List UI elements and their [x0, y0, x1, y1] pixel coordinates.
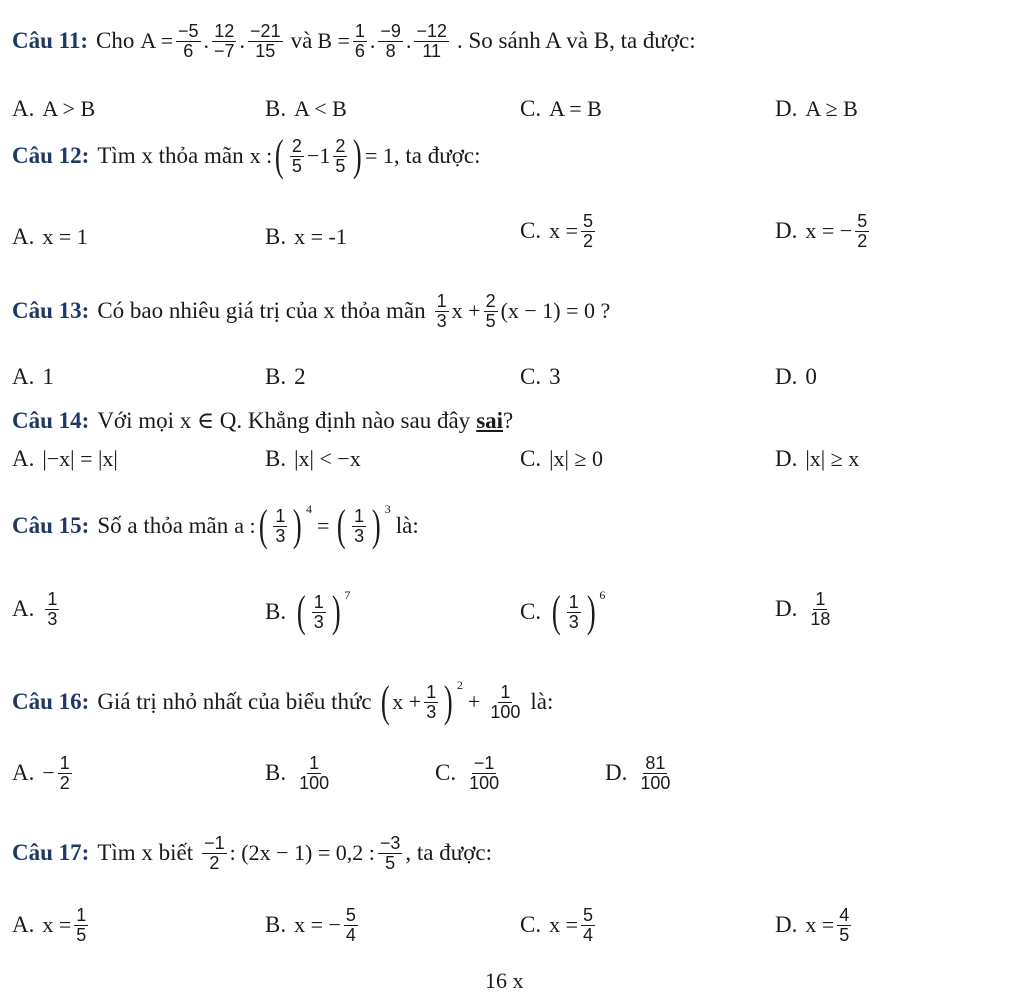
fraction: $\frac{-12}{11}$ — [416, 21, 447, 61]
fraction: $\frac{-3}{5}$ — [379, 833, 401, 873]
question-label: Câu 13: — [12, 298, 90, 324]
question-label: Câu 17: — [12, 840, 90, 866]
fraction: $\frac{5}{4}$ — [583, 905, 594, 945]
option-b[interactable]: B. x = -1 — [265, 224, 347, 249]
question-text: Cho — [96, 28, 135, 54]
expression: a : ( $\frac{1}{3}$ ) 4 = ( $\frac{1}{3}$ ) 3 — [234, 501, 391, 550]
fraction: $\frac{2}{5}$ — [291, 135, 302, 176]
option-b[interactable]: B. |x| < −x — [265, 446, 361, 471]
fraction: $\frac{12}{-7}$ — [214, 21, 235, 61]
option-c[interactable]: C. |x| ≥ 0 — [520, 446, 603, 471]
question-label: Câu 12: — [12, 143, 90, 168]
fraction: $\frac{1}{3}$ — [426, 681, 437, 722]
fraction: $\frac{1}{5}$ — [76, 905, 87, 945]
cut-off-next-line: 16 x — [485, 968, 524, 993]
option-c[interactable]: C. ( $\frac{1}{3}$ ) 6 — [520, 587, 606, 636]
fraction: $\frac{81}{100}$ — [640, 753, 671, 793]
question-label: Câu 14: — [12, 408, 90, 433]
option-d[interactable]: D. x = − $\frac{5}{2}$ — [775, 211, 868, 251]
question-label: Câu 16: — [12, 689, 90, 714]
expression-B: B = $\frac{1}{6}$ . $\frac{-9}{8}$ . $\frac{-12}{11}$ — [317, 21, 447, 61]
option-b[interactable]: B. x = − $\frac{5}{4}$ — [265, 905, 356, 945]
expression: $\frac{-1}{2}$ : (2x − 1) = 0,2 : $\frac{-3}{5}$ — [204, 833, 401, 873]
fraction: $\frac{-1}{2}$ — [204, 833, 225, 873]
question-16: Câu 16: Giá trị nhỏ nhất của biểu thức ( x + $\frac{1}{3}$ ) 2 + $\frac{1}{100}$ là: — [12, 677, 554, 726]
question-11: Câu 11: Cho A = $\frac{-5}{6}$ . $\frac{12}{-7}$ . $\frac{-21}{15}$ và B = $\frac{1}{6}$ . $\frac{-9}{8}$ . $\frac{-12}{11}$ . So sánh A và B, ta được: — [12, 21, 696, 61]
emphasis: sai — [476, 408, 504, 433]
option-b[interactable]: B. 2 — [265, 364, 306, 389]
question-14: Câu 14: Với mọi x ∈ Q. Khẳng định nào sau đây sai ? — [12, 408, 514, 433]
option-a[interactable]: A. x = $\frac{1}{5}$ — [12, 905, 87, 945]
option-a[interactable]: A. 1 — [12, 364, 54, 389]
fraction: $\frac{-1}{100}$ — [469, 753, 500, 793]
question-15: Câu 15: Số a thỏa mãn a : ( $\frac{1}{3}$ ) 4 = ( $\frac{1}{3}$ ) 3 là: — [12, 501, 419, 550]
fraction: $\frac{1}{3}$ — [354, 505, 365, 546]
expression-A: A = $\frac{-5}{6}$ . $\frac{12}{-7}$ . $\frac{-21}{15}$ — [140, 21, 281, 61]
question-13: Câu 13: Có bao nhiêu giá trị của x thỏa mãn $\frac{1}{3}$ x + $\frac{2}{5}$ (x − 1) = 0 ? — [12, 291, 611, 331]
option-d[interactable]: D. $\frac{1}{18}$ — [775, 589, 831, 629]
option-d[interactable]: D. A ≥ B — [775, 96, 858, 121]
expression: $\frac{1}{3}$ x + $\frac{2}{5}$ (x − 1) = 0 ? — [436, 291, 611, 331]
option-c[interactable]: C. x = $\frac{5}{2}$ — [520, 211, 594, 251]
option-c[interactable]: C. 3 — [520, 364, 561, 389]
question-label: Câu 15: — [12, 513, 90, 538]
fraction: $\frac{-21}{15}$ — [250, 21, 281, 61]
question-12: Câu 12: Tìm x thỏa mãn x : ( $\frac{2}{5}$ − 1 $\frac{2}{5}$ ) = 1 , ta được: — [12, 131, 481, 180]
fraction: $\frac{1}{6}$ — [354, 21, 365, 61]
option-c[interactable]: C. $\frac{-1}{100}$ — [435, 753, 500, 793]
fraction: $\frac{1}{18}$ — [810, 589, 831, 629]
option-a[interactable]: A. x = 1 — [12, 224, 88, 249]
question-17: Câu 17: Tìm x biết $\frac{-1}{2}$ : (2x − 1) = 0,2 : $\frac{-3}{5}$ , ta được: — [12, 833, 492, 873]
fraction: $\frac{2}{5}$ — [485, 291, 496, 331]
option-d[interactable]: D. x = $\frac{4}{5}$ — [775, 905, 850, 945]
question-label: Câu 11: — [12, 28, 89, 54]
fraction: $\frac{1}{100}$ — [490, 681, 521, 722]
option-c[interactable]: C. A = B — [520, 96, 602, 121]
fraction: $\frac{2}{5}$ — [335, 135, 346, 176]
fraction: $\frac{5}{2}$ — [857, 211, 868, 251]
fraction: $\frac{5}{4}$ — [345, 905, 356, 945]
option-a[interactable]: A. |−x| = |x| — [12, 446, 118, 471]
fraction: $\frac{1}{100}$ — [299, 753, 330, 793]
fraction: $\frac{1}{3}$ — [47, 589, 58, 629]
option-d[interactable]: D. $\frac{81}{100}$ — [605, 753, 671, 793]
option-a[interactable]: A. $\frac{1}{3}$ — [12, 589, 58, 629]
fraction: $\frac{1}{3}$ — [313, 591, 324, 632]
fraction: $\frac{1}{3}$ — [568, 591, 579, 632]
fraction: $\frac{4}{5}$ — [839, 905, 850, 945]
option-c[interactable]: C. x = $\frac{5}{4}$ — [520, 905, 594, 945]
fraction: $\frac{1}{3}$ — [436, 291, 447, 331]
option-b[interactable]: B. $\frac{1}{100}$ — [265, 753, 330, 793]
fraction: $\frac{5}{2}$ — [583, 211, 594, 251]
fraction: $\frac{1}{3}$ — [275, 505, 286, 546]
expression: ( x + $\frac{1}{3}$ ) 2 + $\frac{1}{100}$ — [380, 677, 521, 726]
fraction: $\frac{-5}{6}$ — [177, 21, 199, 61]
expression: x : ( $\frac{2}{5}$ − 1 $\frac{2}{5}$ ) = 1 — [249, 131, 394, 180]
fraction: $\frac{-9}{8}$ — [380, 21, 401, 61]
option-a[interactable]: A. A > B — [12, 96, 96, 121]
option-b[interactable]: B. ( $\frac{1}{3}$ ) 7 — [265, 587, 351, 636]
fraction: $\frac{1}{2}$ — [59, 753, 70, 793]
option-a[interactable]: A. − $\frac{1}{2}$ — [12, 753, 70, 793]
option-d[interactable]: D. |x| ≥ x — [775, 446, 860, 471]
option-b[interactable]: B. A < B — [265, 96, 347, 121]
option-d[interactable]: D. 0 — [775, 364, 817, 389]
